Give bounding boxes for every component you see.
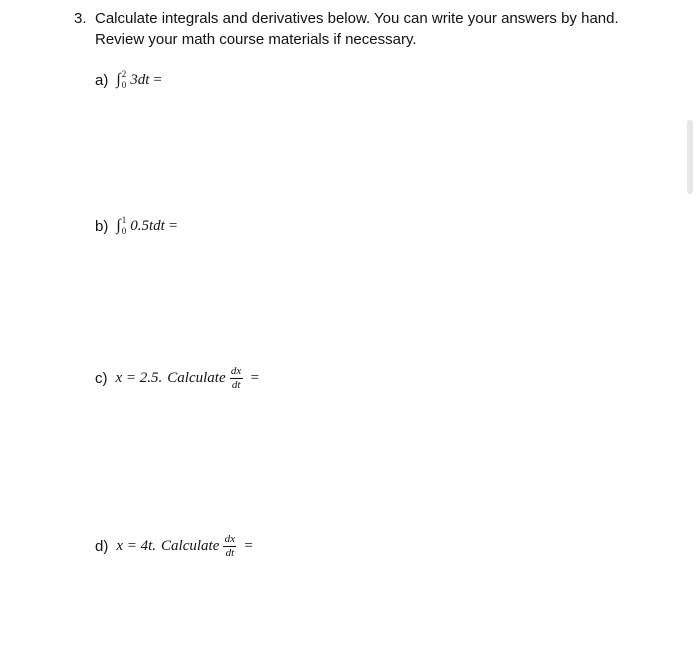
question-text: Calculate integrals and derivatives below. You can write your answers by hand. Review your math course materials if necessary. [95, 10, 619, 48]
item-a [95, 67, 162, 93]
integrand: 0.5tdt [130, 217, 165, 234]
fraction-denominator: dt [231, 378, 241, 391]
integral-sign-icon: ∫ [116, 71, 121, 88]
equals-sign: = [153, 71, 162, 88]
calculate-word: Calculate [161, 537, 220, 554]
premise: x = 2.5. [115, 369, 163, 386]
integral [116, 216, 126, 236]
fraction-denominator: dt [225, 546, 235, 559]
derivative-fraction [230, 366, 243, 391]
equals-sign: = [244, 537, 253, 554]
fraction-numerator: dx [230, 364, 242, 377]
item-label: b) [95, 217, 109, 235]
math-expression [116, 216, 177, 236]
upper-limit: 2 [121, 69, 127, 79]
item-c [95, 365, 259, 391]
integral [116, 70, 126, 90]
integral-sign-icon: ∫ [116, 217, 121, 234]
math-expression [116, 366, 260, 391]
integral-limits [122, 216, 127, 236]
lower-limit: 0 [121, 80, 127, 90]
upper-limit: 1 [121, 215, 127, 225]
equals-sign: = [168, 217, 178, 234]
scrollbar[interactable] [687, 120, 693, 194]
math-expression [116, 534, 253, 559]
calculate-word: Calculate [167, 369, 226, 386]
item-label: d) [95, 537, 109, 555]
lower-limit: 0 [121, 226, 127, 236]
integrand: 3dt [130, 71, 150, 88]
item-d [95, 533, 253, 559]
math-expression [116, 70, 162, 90]
question-number: 3. [74, 10, 87, 27]
equals-sign: = [250, 369, 260, 386]
item-b [95, 213, 177, 239]
derivative-fraction [223, 534, 236, 559]
integral-limits [122, 70, 127, 90]
item-label: c) [95, 369, 108, 387]
item-label: a) [95, 71, 109, 89]
fraction-numerator: dx [224, 532, 236, 545]
premise: x = 4t. [116, 537, 157, 554]
